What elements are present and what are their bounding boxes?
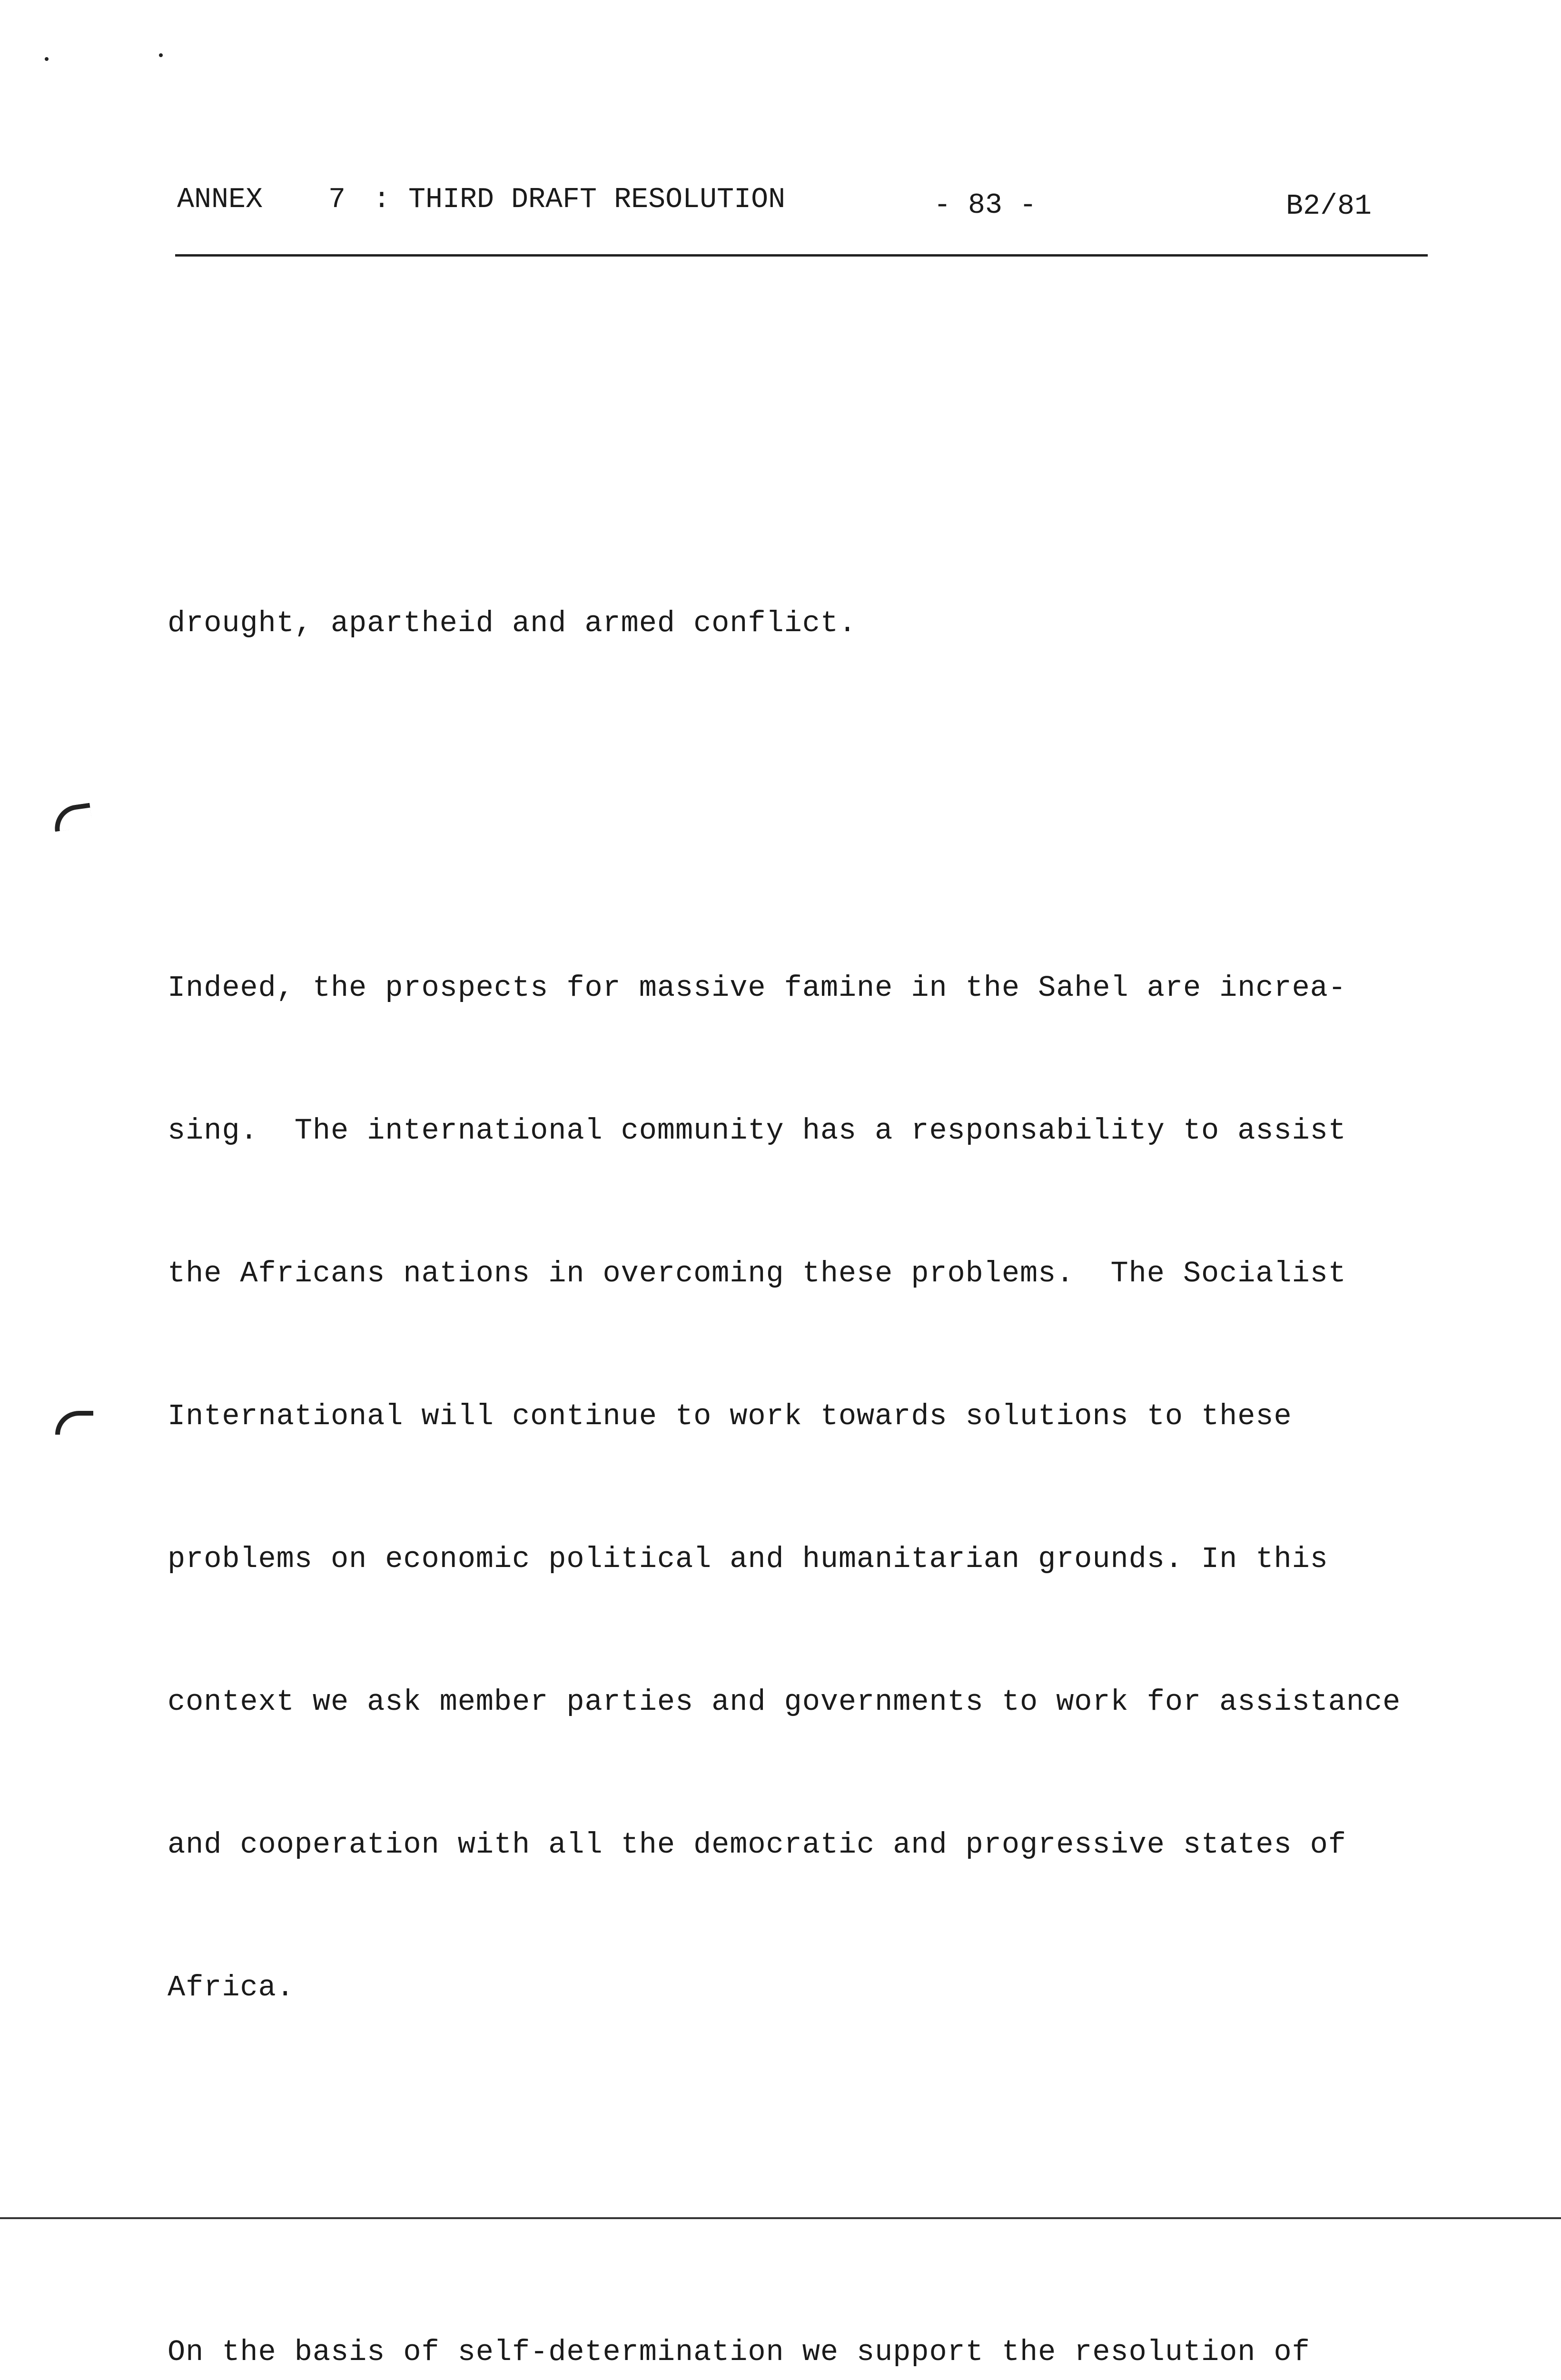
text-line: problems on economic political and humanitarian grounds. In this xyxy=(168,1542,1328,1576)
paragraph xyxy=(168,2233,1481,2380)
header-annex-number: 7 xyxy=(328,184,346,216)
document-code: B2/81 xyxy=(1286,190,1372,223)
header-separator: : xyxy=(373,184,391,216)
text-line: context we ask member parties and governments to work for assistance xyxy=(168,1685,1401,1719)
header-title: THIRD DRAFT RESOLUTION xyxy=(408,184,786,216)
text-line: Indeed, the prospects for massive famine in the Sahel are increa- xyxy=(168,971,1346,1005)
header-annex: ANNEX xyxy=(177,184,263,216)
scan-speck xyxy=(159,53,163,57)
margin-bracket-mark xyxy=(52,803,93,832)
page-number: - 83 - xyxy=(934,189,1037,222)
text-line: drought, apartheid and armed conflict. xyxy=(168,606,857,640)
scan-speck xyxy=(45,57,49,61)
document-body xyxy=(168,409,1481,2380)
page-bottom-edge xyxy=(0,2217,1561,2219)
paragraph xyxy=(168,505,1481,743)
text-line: International will continue to work towards solutions to these xyxy=(168,1399,1292,1433)
header-rule xyxy=(175,254,1428,257)
margin-bracket-mark xyxy=(55,1411,93,1435)
text-line: and cooperation with all the democratic and progressive states of xyxy=(168,1828,1346,1862)
text-line: sing. The international community has a responsability to assist xyxy=(168,1114,1346,1148)
paragraph xyxy=(168,869,1481,2107)
text-line: the Africans nations in overcoming these problems. The Socialist xyxy=(168,1257,1346,1290)
text-line: Africa. xyxy=(168,1971,295,2004)
page-header xyxy=(177,181,1429,223)
text-line: On the basis of self-determination we support the resolution of xyxy=(168,2335,1310,2369)
